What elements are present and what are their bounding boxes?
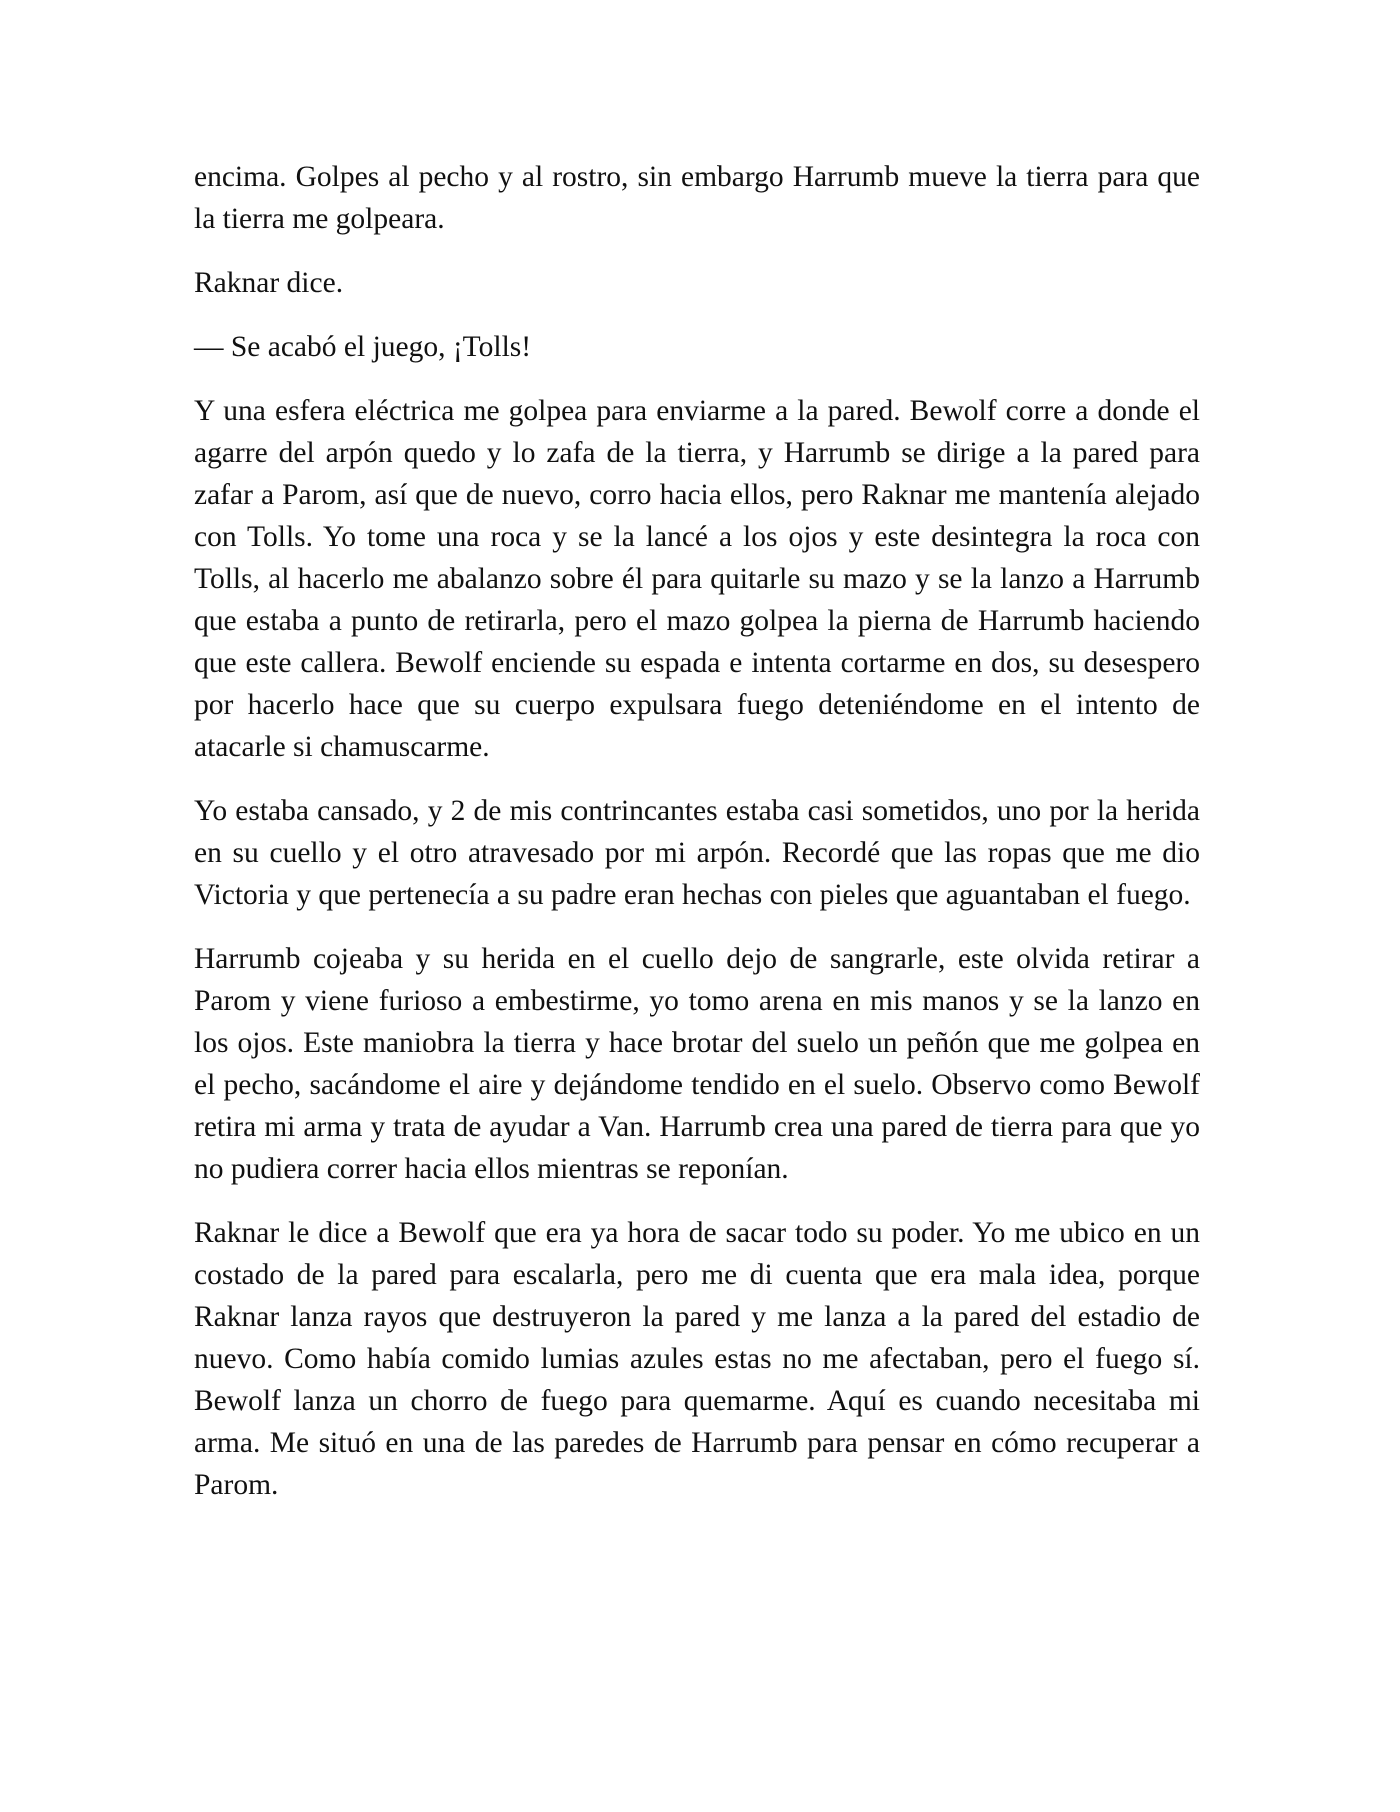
paragraph: Yo estaba cansado, y 2 de mis contrincantes estaba casi sometidos, uno por la herida en su cuello y el otro atravesado por mi arpón. Recordé que las ropas que me dio Victoria y que pertenecía a su padre eran hechas con pieles que aguantaban el fuego. — [194, 795, 1200, 911]
paragraph: Harrumb cojeaba y su herida en el cuello dejo de sangrarle, este olvida retirar a Parom y viene furioso a embestirme, yo tomo arena en mis manos y se la lanzo en los ojos. Este maniobra la tierra y hace brotar del suelo un peñón que me golpea en el pecho, sacándome el aire y dejándome tendido en el suelo. Observo como Bewolf retira mi arma y trata de ayudar a Van. Harrumb crea una pared de tierra para que yo no pudiera correr hacia ellos mientras se reponían. — [194, 943, 1200, 1185]
paragraph: Raknar le dice a Bewolf que era ya hora de sacar todo su poder. Yo me ubico en un costado de la pared para escalarla, pero me di cuenta que era mala idea, porque Raknar lanza rayos que destruyeron la pared y me lanza a la pared del estadio de nuevo. Como había comido lumias azules estas no me afectaban, pero el fuego sí. Bewolf lanza un chorro de fuego para quemarme. Aquí es cuando necesitaba mi arma. Me situó en una de las paredes de Harrumb para pensar en cómo recuperar a Parom. — [194, 1217, 1200, 1501]
paragraph: Y una esfera eléctrica me golpea para enviarme a la pared. Bewolf corre a donde el agarre del arpón quedo y lo zafa de la tierra, y Harrumb se dirige a la pared para zafar a Parom, así que de nuevo, corro hacia ellos, pero Raknar me mantenía alejado con Tolls. Yo tome una roca y se la lancé a los ojos y este desintegra la roca con Tolls, al hacerlo me abalanzo sobre él para quitarle su mazo y se la lanzo a Harrumb que estaba a punto de retirarla, pero el mazo golpea la pierna de Harrumb haciendo que este callera. Bewolf enciende su espada e intenta cortarme en dos, su desespero por hacerlo hace que su cuerpo expulsara fuego deteniéndome en el intento de atacarle si chamuscarme. — [194, 395, 1200, 763]
dialogue-line: — Se acabó el juego, ¡Tolls! — [194, 331, 532, 363]
paragraph: encima. Golpes al pecho y al rostro, sin embargo Harrumb mueve la tierra para que la tierra me golpeara. — [194, 161, 1200, 235]
paragraph: Raknar dice. — [194, 267, 344, 299]
document-body — [194, 156, 1200, 1528]
